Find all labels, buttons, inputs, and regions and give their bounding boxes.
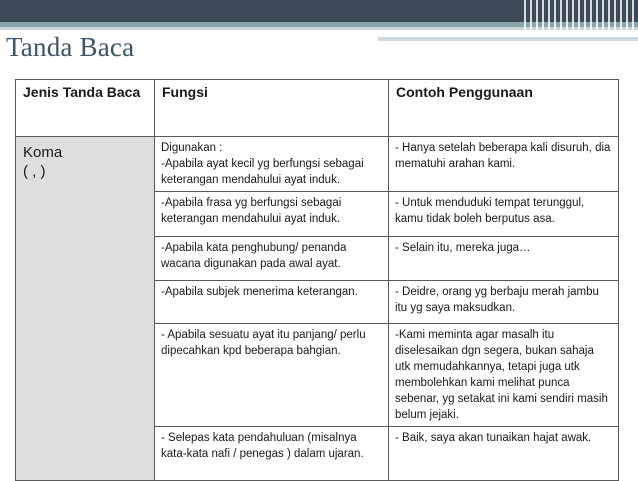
fungsi-text: Digunakan : (161, 142, 223, 154)
fungsi-cell (155, 192, 389, 237)
fungsi-cell (155, 137, 389, 192)
table-row (16, 137, 619, 192)
fungsi-text: -Apabila kata penghubung/ penanda wacana digunakan pada awal ayat. (161, 242, 347, 270)
contoh-cell (389, 237, 619, 281)
decorative-bar (378, 37, 638, 41)
fungsi-cell (155, 427, 389, 481)
fungsi-cell (155, 281, 389, 324)
contoh-cell (389, 192, 619, 237)
contoh-cell (389, 281, 619, 324)
header-contoh: Contoh Penggunaan (389, 80, 619, 137)
slide-title: Tanda Baca (6, 32, 135, 62)
contoh-cell (389, 137, 619, 192)
contoh-text: - Selain itu, mereka juga… (395, 242, 531, 254)
fungsi-text: - Selepas kata pendahuluan (misalnya kata-kata nafi / penegas ) dalam ujaran. (161, 432, 364, 460)
fungsi-text: - Apabila sesuatu ayat itu panjang/ perlu dipecahkan kpd beberapa bahgian. (161, 329, 366, 357)
fungsi-text: -Apabila subjek menerima keterangan. (161, 286, 358, 298)
header-fungsi: Fungsi (155, 80, 389, 137)
fungsi-text: -Apabila ayat kecil yg berfungsi sebagai keterangan mendahului ayat induk. (161, 158, 364, 186)
fungsi-cell (155, 324, 389, 427)
contoh-cell (389, 427, 619, 481)
contoh-text: - Hanya setelah beberapa kali disuruh, dia mematuhi arahan kami. (395, 142, 611, 170)
header-row (16, 80, 619, 137)
contoh-text: - Deidre, orang yg berbaju merah jambu itu yg saya maksudkan. (395, 286, 599, 314)
jenis-cell (16, 137, 155, 481)
contoh-text: - Untuk menduduki tempat terunggul, kamu tidak boleh berputus asa. (395, 197, 585, 225)
jenis-symbol: ( , ) (23, 163, 46, 180)
header-jenis: Jenis Tanda Baca (16, 80, 155, 137)
fungsi-cell (155, 237, 389, 281)
contoh-text: - Baik, saya akan tunaikan hajat awak. (395, 432, 592, 444)
contoh-cell (389, 324, 619, 427)
punctuation-table (15, 79, 619, 481)
contoh-text: -Kami meminta agar masalh itu diselesaikan dgn segera, bukan sahaja utk memudahkannya, tetapi juga utk membolehkan kami melihat punca sebenar, yg setakat ini kami sendiri masih belum jejaki. (395, 329, 608, 421)
jenis-name: Koma (23, 144, 63, 161)
fungsi-text: -Apabila frasa yg berfungsi sebagai keterangan mendahului ayat induk. (161, 197, 342, 225)
